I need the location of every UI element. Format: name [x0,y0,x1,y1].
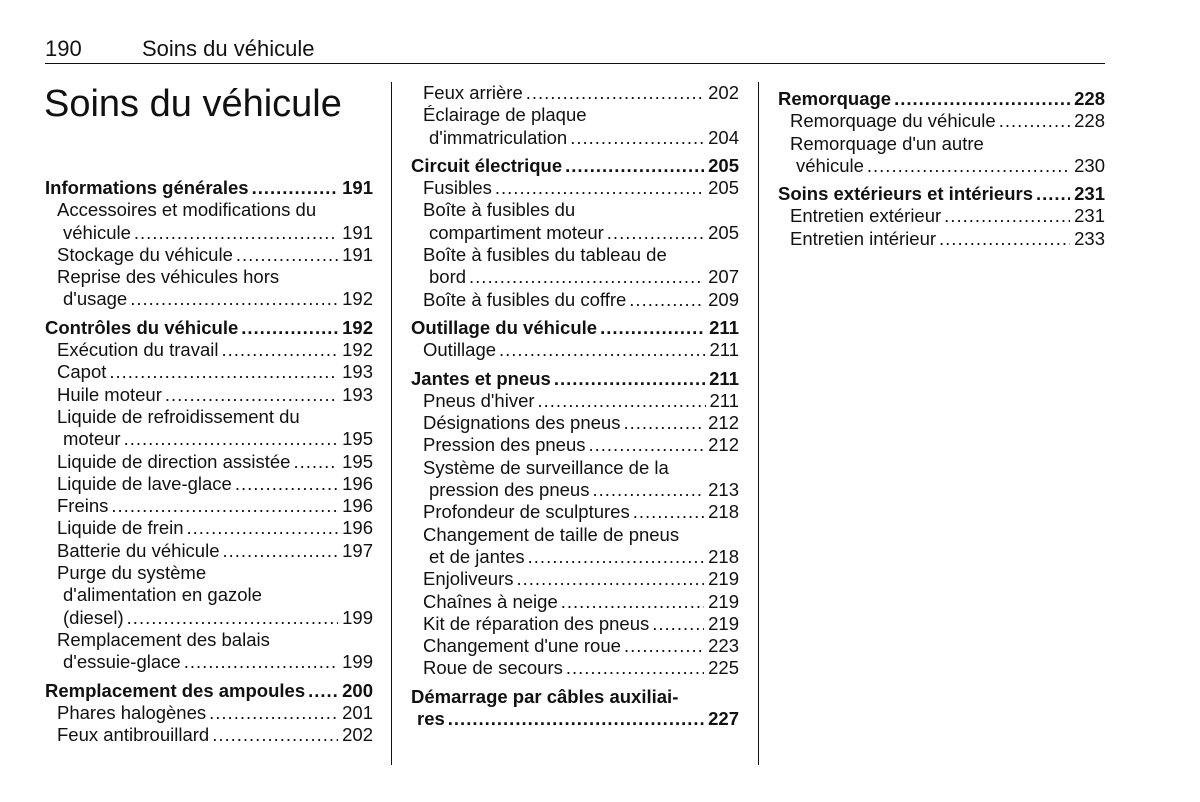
toc-page-number: 212 [708,434,739,456]
toc-entry-label: Boîte à fusibles du [423,199,576,221]
toc-page-number: 202 [708,82,739,103]
toc-column-2 [411,82,739,730]
toc-entry-label: Circuit électrique [411,154,563,176]
dot-leader [223,540,339,562]
toc-subentry[interactable] [411,177,739,199]
toc-entry-line [45,680,373,702]
toc-subentry[interactable] [778,228,1105,250]
toc-entry-line [423,104,739,126]
toc-entry-label: Capot [57,361,107,383]
toc-entry-line [790,133,1105,155]
toc-page-number: 212 [708,412,739,434]
toc-entry-line [57,702,373,724]
dot-leader [566,657,704,679]
toc-entry-line [423,546,739,568]
toc-entry-line [423,82,739,104]
toc-entry-label: Éclairage de plaque [423,104,587,126]
toc-entry-line [57,517,373,539]
toc-subentry[interactable] [45,495,373,517]
toc-entry-line [423,289,739,311]
toc-page-number: 201 [342,701,373,723]
toc-entry-label: Soins extérieurs et intérieurs [778,183,1033,205]
toc-subentry[interactable] [45,702,373,724]
column-divider-2 [758,82,759,765]
toc-subentry[interactable] [45,473,373,495]
toc-entry-line [423,501,739,523]
dot-leader [592,479,704,501]
toc-entry-label: Outillage [423,339,497,361]
toc-entry-line [778,88,1105,110]
toc-subentry[interactable] [411,457,739,502]
toc-entry-line [423,127,739,149]
toc-page-number: 213 [708,479,739,501]
toc-page-number: 225 [708,657,739,679]
toc-page-number: 191 [342,177,373,198]
toc-entry-line [411,686,739,708]
toc-entry-line [57,199,373,221]
dot-leader [130,288,338,310]
dot-leader [165,384,338,406]
toc-subentry[interactable] [411,289,739,311]
dot-leader [554,368,705,390]
dot-leader [187,517,339,539]
toc-subentry[interactable] [45,244,373,266]
dot-leader [589,434,705,456]
toc-entry-label: véhicule [796,154,864,176]
toc-entry-line [423,568,739,590]
toc-entry-label: (diesel) [63,606,124,628]
toc-entry-label: Entretien intérieur [790,227,937,249]
toc-entry-line [423,266,739,288]
toc-entry-line [411,368,739,390]
toc-page-number: 192 [342,316,373,338]
dot-leader [124,428,339,450]
toc-subentry[interactable] [411,434,739,456]
toc-subentry[interactable] [45,724,373,746]
toc-entry-label: Entretien extérieur [790,205,942,227]
dot-leader [607,222,704,244]
column-divider-1 [391,82,392,765]
toc-page-number: 211 [709,367,739,389]
toc-entry-line [423,591,739,613]
dot-leader [629,289,704,311]
toc-page-number: 228 [1074,88,1105,109]
toc-subentry[interactable] [45,540,373,562]
toc-section-entry[interactable] [45,680,373,702]
toc-subentry[interactable] [411,104,739,149]
toc-entry-label: Feux antibrouillard [57,724,210,746]
toc-subentry[interactable] [411,199,739,244]
toc-page-number: 197 [342,539,373,561]
dot-leader [308,680,338,702]
toc-entry-label: Jantes et pneus [411,367,551,389]
page-title: Soins du véhicule [44,83,342,125]
toc-entry-label: Désignations des pneus [423,412,621,434]
dot-leader [293,451,338,473]
toc-subentry[interactable] [45,629,373,674]
toc-entry-label: Remplacement des balais [57,628,270,650]
toc-entry-line [423,339,739,361]
toc-subentry[interactable] [411,657,739,679]
toc-entry-label: Pression des pneus [423,434,586,456]
toc-entry-line [57,724,373,746]
toc-page-number: 195 [342,450,373,472]
dot-leader [538,390,706,412]
toc-page-number: 211 [709,389,739,411]
toc-entry-label: Accessoires et modifications du [57,199,317,221]
toc-entry-label: Pneus d'hiver [423,389,535,411]
toc-entry-label: Stockage du véhicule [57,243,233,265]
toc-subentry[interactable] [411,244,739,289]
toc-entry-line [57,495,373,517]
toc-page-number: 207 [708,266,739,288]
toc-entry-label: Roue de secours [423,657,563,679]
toc-page-number: 230 [1074,154,1105,176]
toc-entry-label: Phares halogènes [57,701,207,723]
toc-section-entry[interactable] [778,88,1105,110]
toc-entry-line [45,177,373,199]
toc-entry-line [57,406,373,428]
toc-entry-line [57,266,373,288]
toc-entry-label: Exécution du travail [57,339,219,361]
dot-leader [184,651,338,673]
toc-entry-line [790,155,1105,177]
toc-entry-label: d'immatriculation [429,126,568,148]
page-number: 190 [45,36,82,61]
toc-entry-line [423,635,739,657]
toc-section-entry[interactable] [45,177,373,199]
dot-leader [109,361,338,383]
toc-subentry[interactable] [411,635,739,657]
dot-leader [561,591,704,613]
toc-entry-label: Liquide de direction assistée [57,450,291,472]
toc-entry-line [57,540,373,562]
toc-entry-line [423,390,739,412]
toc-entry-label: Contrôles du véhicule [45,316,239,338]
dot-leader [134,222,338,244]
toc-entry-label: bord [429,266,467,288]
toc-entry-line [57,361,373,383]
dot-leader [127,607,338,629]
toc-page-number: 227 [708,708,739,730]
toc-entry-line [778,183,1105,205]
toc-entry-label: Liquide de frein [57,517,184,539]
dot-leader [528,546,704,568]
toc-page-number: 196 [342,472,373,494]
toc-page-number: 228 [1074,110,1105,132]
dot-leader [495,177,704,199]
toc-entry-line [57,222,373,244]
toc-entry-label: Changement d'une roue [423,635,621,657]
toc-page-number: 204 [708,126,739,148]
toc-page-number: 219 [708,612,739,634]
toc-subentry[interactable] [411,501,739,523]
toc-entry-line [57,244,373,266]
dot-leader [469,266,704,288]
dot-leader [241,317,338,339]
toc-entry-line [57,651,373,673]
toc-entry-line [423,657,739,679]
toc-entry-line [45,317,373,339]
dot-leader [517,568,705,590]
toc-entry-line [423,199,739,221]
toc-entry-line [790,228,1105,250]
toc-page-number: 193 [342,383,373,405]
toc-page-number: 211 [709,339,739,361]
toc-entry-line [57,451,373,473]
toc-subentry[interactable] [45,266,373,311]
toc-entry-label: Huile moteur [57,383,162,405]
toc-page-number: 233 [1074,227,1105,249]
toc-entry-line [57,339,373,361]
header-rule [45,63,1105,64]
dot-leader [867,155,1070,177]
toc-page-number: 191 [342,221,373,243]
toc-subentry[interactable] [45,451,373,473]
toc-entry-label: Boîte à fusibles du tableau de [423,244,667,266]
toc-section-entry[interactable] [411,368,739,390]
toc-entry-label: d'usage [63,288,128,310]
toc-entry-label: Outillage du véhicule [411,316,598,338]
toc-entry-label: Changement de taille de pneus [423,523,680,545]
toc-page-number: 202 [342,724,373,746]
dot-leader [212,724,338,746]
toc-entry-line [423,434,739,456]
toc-entry-label: d'alimentation en gazole [63,584,262,606]
dot-leader [570,127,704,149]
toc-entry-line [423,244,739,266]
toc-subentry[interactable] [411,339,739,361]
toc-entry-label: Kit de réparation des pneus [423,612,650,634]
dot-leader [894,88,1070,110]
toc-subentry[interactable] [411,568,739,590]
toc-page-number: 205 [708,177,739,199]
toc-page-number: 223 [708,635,739,657]
toc-page-number: 211 [709,316,739,338]
toc-entry-label: Liquide de lave-glace [57,472,232,494]
toc-entry-label: d'essuie-glace [63,651,181,673]
toc-subentry[interactable] [45,406,373,451]
toc-section-entry[interactable] [411,317,739,339]
toc-subentry[interactable] [411,613,739,635]
toc-entry-label: Remorquage du véhicule [790,110,996,132]
dot-leader [111,495,338,517]
toc-page-number: 200 [342,679,373,701]
toc-entry-label: Freins [57,495,109,517]
toc-entry-line [57,428,373,450]
toc-entry-line [790,110,1105,132]
dot-leader [252,177,339,199]
toc-entry-label: Démarrage par câbles auxiliai- [411,685,679,707]
toc-entry-label: Fusibles [423,177,492,199]
toc-subentry[interactable] [411,412,739,434]
toc-subentry[interactable] [45,562,373,629]
toc-entry-line [423,613,739,635]
dot-leader [999,110,1070,132]
dot-leader [221,339,338,361]
toc-entry-label: Remplacement des ampoules [45,679,306,701]
toc-page-number: 193 [342,361,373,383]
toc-entry-label: compartiment moteur [429,221,604,243]
dot-leader [448,708,704,730]
dot-leader [565,155,704,177]
toc-entry-line [423,479,739,501]
toc-entry-label: Remorquage d'un autre [790,132,984,154]
running-header-title: Soins du véhicule [142,36,315,61]
toc-subentry[interactable] [45,199,373,244]
toc-page-number: 199 [342,651,373,673]
toc-entry-label: Remorquage [778,88,892,109]
dot-leader [633,501,704,523]
dot-leader [623,412,704,434]
toc-entry-line [57,384,373,406]
dot-leader [209,702,338,724]
dot-leader [1036,183,1070,205]
toc-page-number: 199 [342,606,373,628]
toc-entry-line [423,177,739,199]
toc-section-entry[interactable] [45,317,373,339]
toc-page-number: 205 [708,221,739,243]
toc-subentry[interactable] [411,390,739,412]
dot-leader [652,613,704,635]
toc-entry-label: véhicule [63,221,131,243]
toc-page-number: 192 [342,339,373,361]
toc-page-number: 195 [342,428,373,450]
toc-section-entry[interactable] [411,155,739,177]
toc-entry-line [57,584,373,606]
toc-section-entry[interactable] [411,686,739,731]
toc-subentry[interactable] [411,82,739,104]
toc-page-number: 231 [1074,205,1105,227]
dot-leader [944,205,1070,227]
toc-page-number: 196 [342,495,373,517]
toc-column-3 [778,88,1105,250]
toc-entry-label: Purge du système [57,562,207,584]
toc-entry-label: moteur [63,428,121,450]
toc-entry-line [57,607,373,629]
toc-page-number: 192 [342,288,373,310]
dot-leader [939,228,1070,250]
toc-subentry[interactable] [778,110,1105,132]
toc-entry-label: Feux arrière [423,82,523,103]
dot-leader [236,244,338,266]
toc-entry-line [423,412,739,434]
toc-entry-line [57,288,373,310]
toc-subentry[interactable] [411,524,739,569]
toc-page-number: 219 [708,590,739,612]
toc-entry-label: Système de surveillance de la [423,456,669,478]
toc-entry-label: Enjoliveurs [423,568,514,590]
toc-section-entry[interactable] [778,183,1105,205]
toc-entry-label: Chaînes à neige [423,590,558,612]
toc-entry-label: Reprise des véhicules hors [57,266,280,288]
toc-page-number: 209 [708,288,739,310]
toc-subentry[interactable] [45,384,373,406]
toc-subentry[interactable] [778,205,1105,227]
toc-entry-label: Batterie du véhicule [57,539,220,561]
toc-entry-line [411,708,739,730]
toc-entry-line [57,473,373,495]
toc-entry-label: Profondeur de sculptures [423,501,630,523]
toc-entry-line [411,317,739,339]
toc-entry-line [57,629,373,651]
toc-page-number: 219 [708,568,739,590]
toc-page-number: 218 [708,545,739,567]
toc-entry-line [790,205,1105,227]
toc-entry-line [423,222,739,244]
dot-leader [600,317,705,339]
toc-entry-label: et de jantes [429,545,525,567]
toc-entry-label: Informations générales [45,177,249,198]
toc-entry-line [423,524,739,546]
dot-leader [624,635,704,657]
dot-leader [235,473,338,495]
toc-subentry[interactable] [778,133,1105,178]
toc-entry-label: res [417,708,445,730]
toc-subentry[interactable] [45,339,373,361]
toc-entry-label: pression des pneus [429,479,590,501]
toc-subentry[interactable] [45,517,373,539]
dot-leader [526,82,704,104]
toc-entry-label: Boîte à fusibles du coffre [423,288,627,310]
dot-leader [499,339,705,361]
toc-page-number: 205 [708,154,739,176]
toc-page-number: 218 [708,501,739,523]
toc-entry-line [411,155,739,177]
toc-entry-label: Liquide de refroidissement du [57,405,300,427]
toc-page-number: 191 [342,243,373,265]
toc-page-number: 196 [342,517,373,539]
toc-subentry[interactable] [411,591,739,613]
toc-entry-line [423,457,739,479]
toc-entry-line [57,562,373,584]
toc-page-number: 231 [1074,183,1105,205]
toc-column-1 [45,177,373,746]
toc-subentry[interactable] [45,361,373,383]
